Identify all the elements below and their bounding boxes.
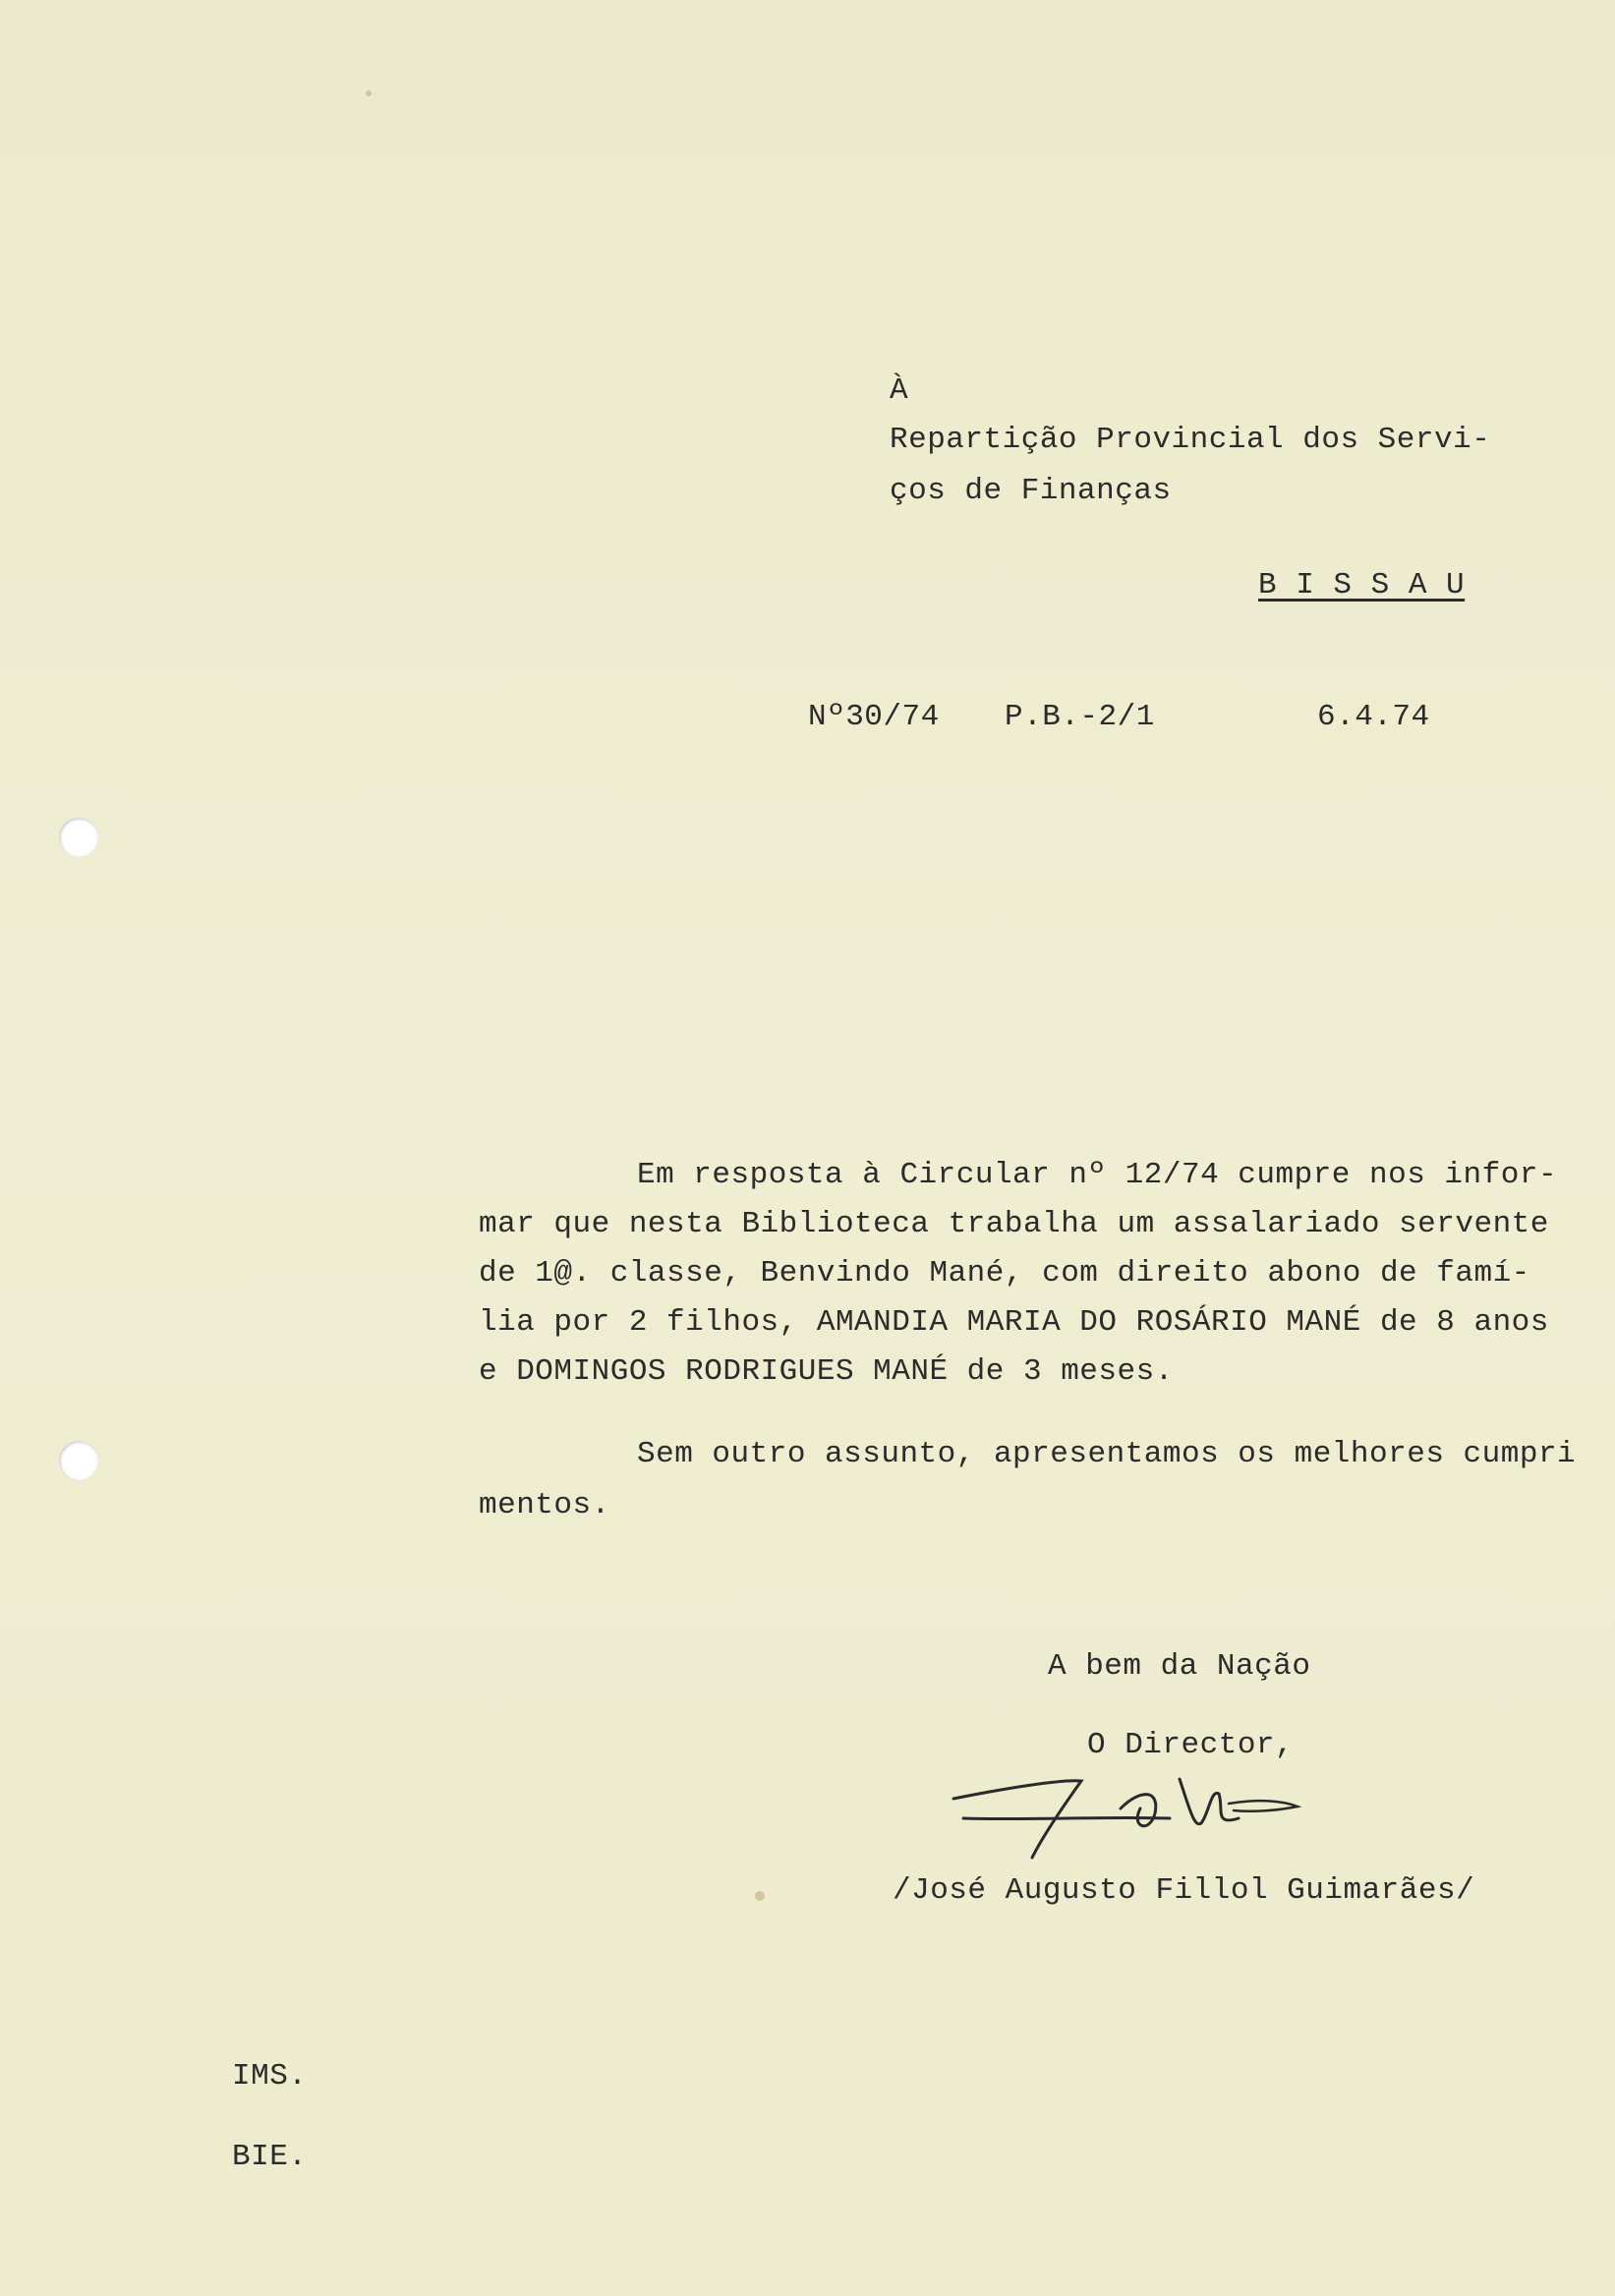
body-line: lia por 2 filhos, AMANDIA MARIA DO ROSÁRIO MANÉ de 8 anos [479,1305,1549,1340]
initials-line: IMS. [232,2059,308,2094]
reference-number: Nº30/74 [808,700,940,734]
paper-stain [366,90,372,96]
addressee-line-2: ços de Finanças [890,474,1172,508]
closing-title: O Director, [1087,1728,1295,1762]
addressee-city: B I S S A U [1258,568,1466,603]
punch-hole-top [59,818,98,857]
reference-date: 6.4.74 [1317,700,1430,734]
handwritten-signature [944,1750,1356,1867]
addressee-prefix: À [890,373,909,408]
body-line: mar que nesta Biblioteca trabalha um assalariado servente [479,1207,1549,1241]
signatory-name: /José Augusto Fillol Guimarães/ [893,1873,1475,1908]
body-line: e DOMINGOS RODRIGUES MANÉ de 3 meses. [479,1354,1174,1389]
punch-hole-bottom [59,1441,98,1480]
body-line: Sem outro assunto, apresentamos os melhores cumpri [637,1437,1577,1471]
addressee-line-1: Repartição Provincial dos Servi- [890,423,1491,457]
body-line: Em resposta à Circular nº 12/74 cumpre nos infor- [637,1158,1558,1192]
closing-salutation: A bem da Nação [1048,1649,1311,1684]
paper-stain [755,1891,765,1901]
body-line: de 1@. classe, Benvindo Mané, com direito abono de famí- [479,1256,1530,1291]
body-line: mentos. [479,1488,610,1522]
initials-line: BIE. [232,2140,308,2174]
reference-code: P.B.-2/1 [1005,700,1155,734]
